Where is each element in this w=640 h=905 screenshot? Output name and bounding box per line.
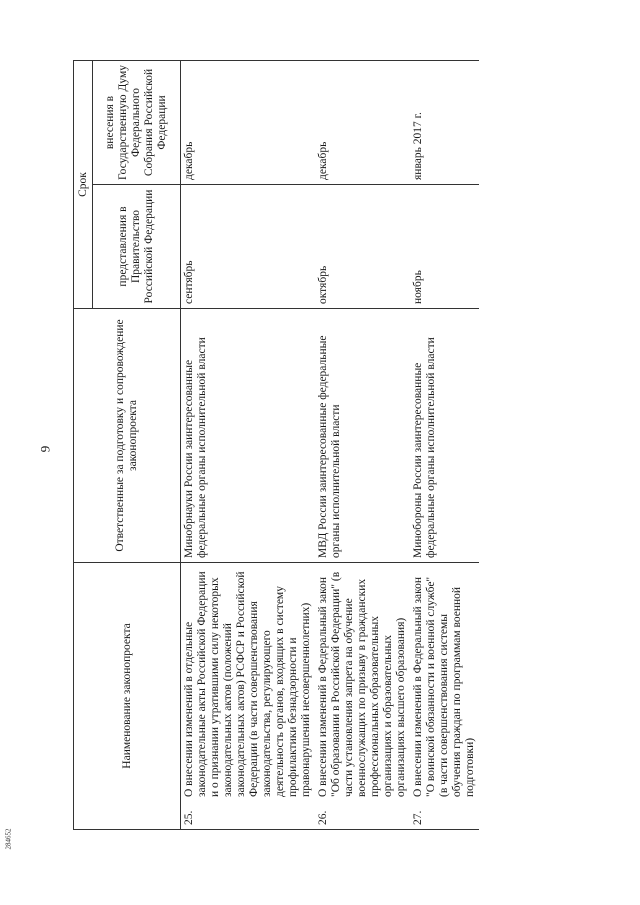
table-row <box>181 61 316 830</box>
header-to-duma: внесения в Государственную Думу Федерального Собрания Российской Федерации <box>93 61 181 185</box>
responsible-agency: Минобрнауки России заинтересованные федеральные органы исполнительной власти <box>181 309 316 563</box>
deadline-government: ноябрь <box>410 185 479 309</box>
responsible-agency: МВД России заинтересованные федеральные органы исполнительной власти <box>315 309 410 563</box>
bill-plan-table <box>73 60 479 830</box>
deadline-duma: декабрь <box>315 61 410 185</box>
responsible-agency: Минобороны России заинтересованные федеральные органы исполнительной власти <box>410 309 479 563</box>
deadline-duma: январь 2017 г. <box>410 61 479 185</box>
header-deadline: Срок <box>74 61 93 309</box>
row-number: 26. <box>315 801 410 830</box>
rotated-sheet <box>73 60 593 830</box>
bill-name: О внесении изменений в отдельные законодательные акты Российской Федерации и о признании утратившими силу некоторых законодательных актов (положений законодательных актов) РСФСР и Российской Федерации (в части совершенствования законодательства, регулирующего деятельность органов, входящих в систему профилактики безнадзорности и правонарушений несовершеннолетних) <box>181 563 316 802</box>
deadline-government: сентябрь <box>181 185 316 309</box>
table-row <box>410 61 479 830</box>
header-responsible: Ответственные за подготовку и сопровождение законопроекта <box>74 309 181 563</box>
row-number: 27. <box>410 801 479 830</box>
bill-name: О внесении изменений в Федеральный закон "Об образовании в Российской Федерации" (в части установления запрета на обучение военнослужащих по призыву в гражданских профессиональных образовательных организациях и образовательных организациях высшего образования) <box>315 563 410 802</box>
header-to-government: представления в Правительство Российской Федерации <box>93 185 181 309</box>
page-number: 9 <box>37 445 53 453</box>
document-code: 284652 <box>4 828 13 850</box>
table-row <box>315 61 410 830</box>
row-number: 25. <box>181 801 316 830</box>
deadline-government: октябрь <box>315 185 410 309</box>
deadline-duma: декабрь <box>181 61 316 185</box>
header-name: Наименование законопроекта <box>74 563 181 830</box>
bill-name: О внесении изменений в Федеральный закон "О воинской обязанности и военной службе" (в части совершенствования системы обучения граждан по программам военной подготовки) <box>410 563 479 802</box>
